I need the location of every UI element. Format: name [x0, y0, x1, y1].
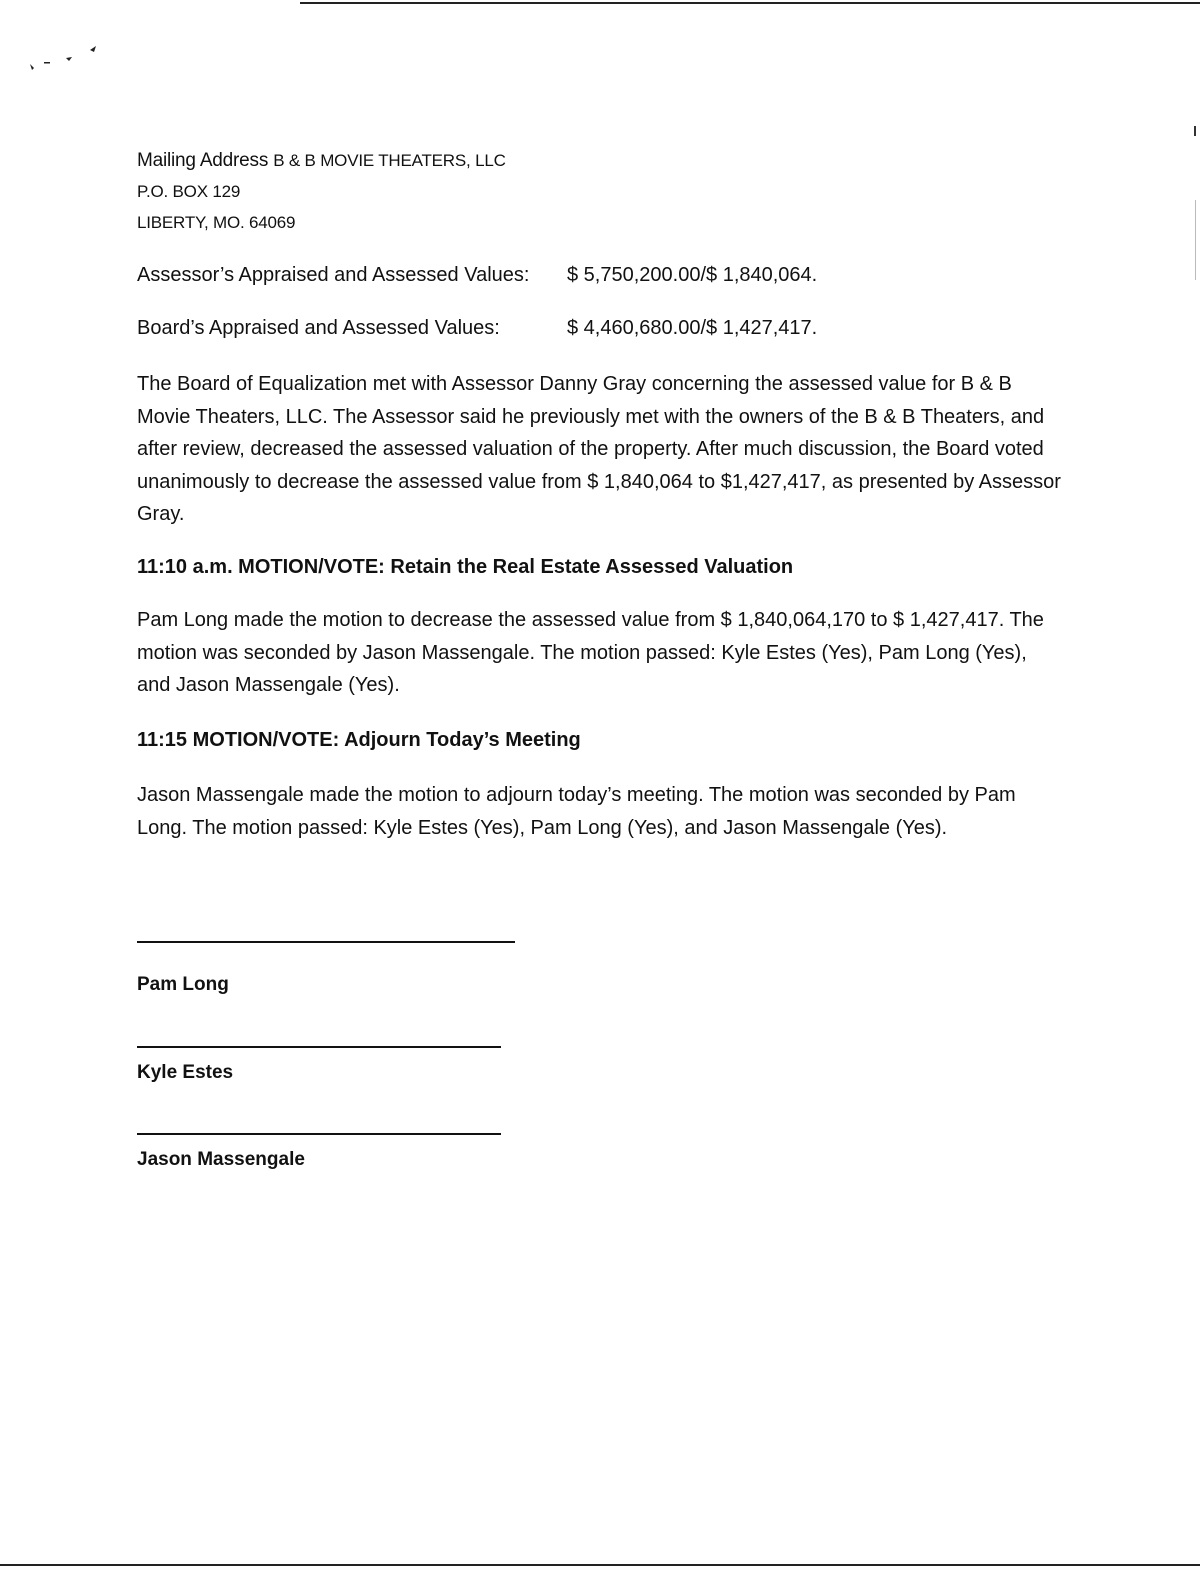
- scan-specks: [28, 44, 108, 74]
- assessor-values-amount: $ 5,750,200.00/$ 1,840,064.: [567, 264, 818, 286]
- mailing-address-line-2: P.O. BOX 129: [137, 182, 241, 201]
- mailing-address-name: B & B MOVIE THEATERS, LLC: [273, 151, 506, 170]
- mailing-address-line-1: [137, 150, 506, 172]
- scan-edge-bottom: [0, 1564, 1200, 1566]
- scan-mark-right: [1194, 126, 1196, 136]
- motion-retain-heading: 11:10 a.m. MOTION/VOTE: Retain the Real Estate Assessed Valuation: [137, 556, 794, 578]
- mailing-address-prefix: Mailing Address: [137, 150, 269, 171]
- motion-adjourn-paragraph: Jason Massengale made the motion to adjourn today’s meeting. The motion was seconded by Pam Long. The motion passed: Kyle Estes (Yes), Pam Long (Yes), and Jason Massengale (Yes).: [137, 784, 1016, 839]
- board-equalization-paragraph: The Board of Equalization met with Assessor Danny Gray concerning the assessed value for B & B Movie Theaters, LLC. The Assessor said he previously met with the owners of the B & B Theaters, and after review, decreased the assessed valuation of the property. After much discussion, the Board voted unanimously to decrease the assessed value from $ 1,840,064 to $1,427,417, as presented by Assessor Gray.: [137, 373, 1061, 525]
- signature-name-jason-massengale: Jason Massengale: [137, 1149, 305, 1170]
- scan-edge-top: [300, 2, 1200, 4]
- signature-name-pam-long: Pam Long: [137, 974, 229, 995]
- board-values-label: Board’s Appraised and Assessed Values:: [137, 317, 500, 339]
- motion-retain-paragraph: Pam Long made the motion to decrease the assessed value from $ 1,840,064,170 to $ 1,427,417. The motion was seconded by Jason Massengale. The motion passed: Kyle Estes (Yes), Pam Long (Yes), and Jason Massengale (Yes).: [137, 609, 1044, 696]
- signature-line: [137, 1133, 501, 1135]
- scan-mark-right: [1195, 200, 1196, 280]
- signature-name-kyle-estes: Kyle Estes: [137, 1062, 234, 1083]
- mailing-address-line-3: LIBERTY, MO. 64069: [137, 213, 296, 232]
- signature-line: [137, 1046, 501, 1048]
- assessor-values-label: Assessor’s Appraised and Assessed Values:: [137, 264, 530, 286]
- signature-line: [137, 941, 515, 943]
- board-values-amount: $ 4,460,680.00/$ 1,427,417.: [567, 317, 818, 339]
- motion-adjourn-heading: 11:15 MOTION/VOTE: Adjourn Today’s Meeting: [137, 729, 581, 751]
